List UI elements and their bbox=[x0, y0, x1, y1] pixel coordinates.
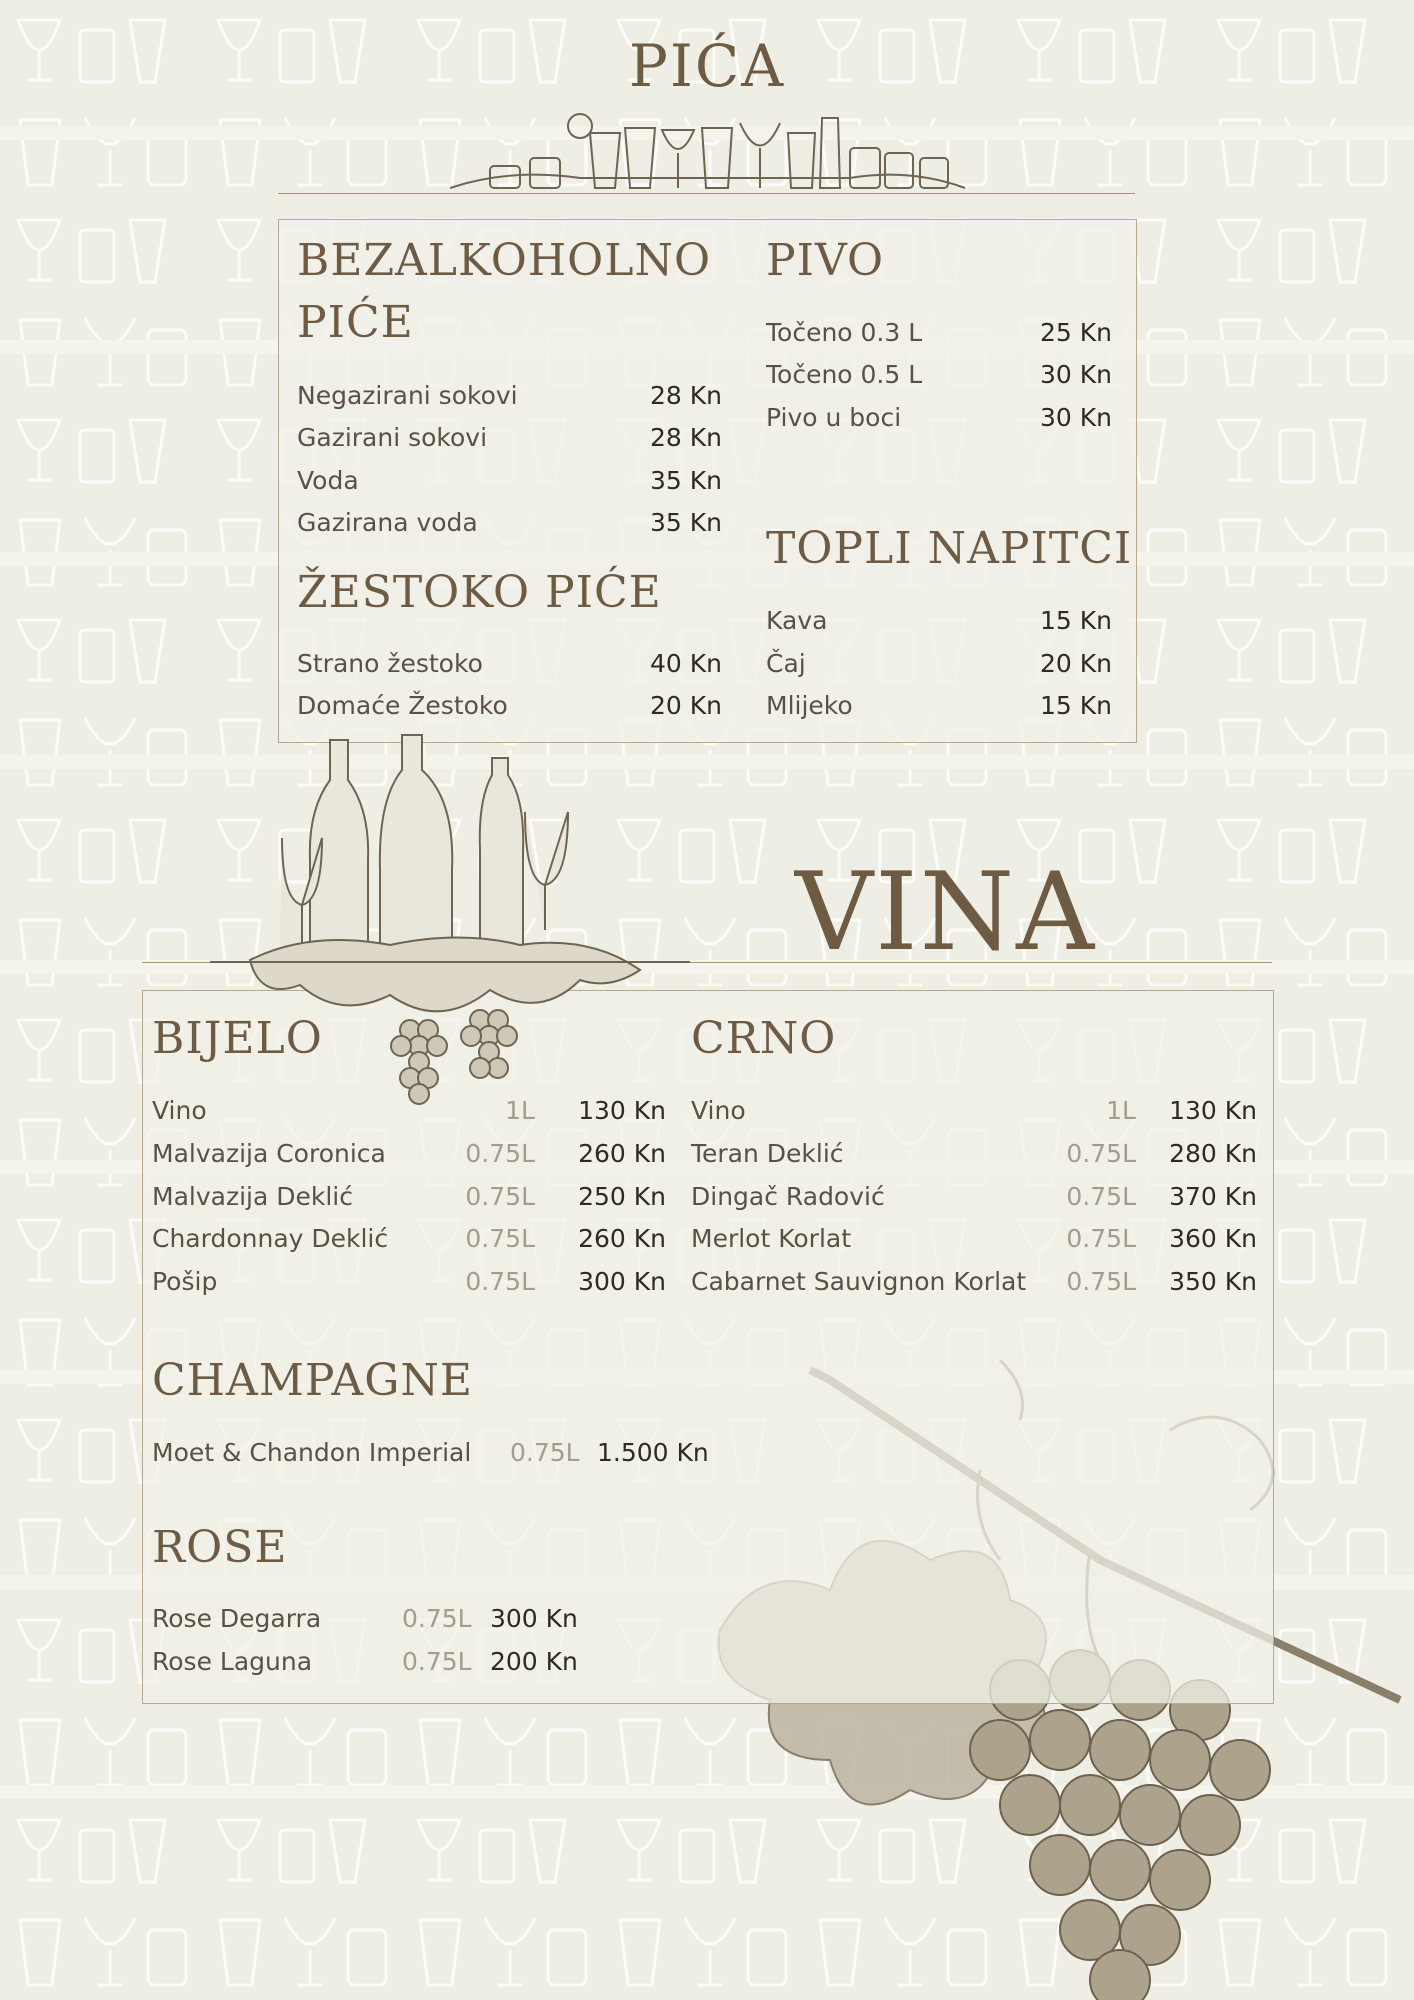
menu-item: Negazirani sokovi 28 Kn bbox=[297, 381, 722, 410]
menu-item: Dingač Radović 0.75L 370 Kn bbox=[691, 1182, 1257, 1211]
menu-item: Merlot Korlat 0.75L 360 Kn bbox=[691, 1224, 1257, 1253]
menu-item: Teran Deklić 0.75L 280 Kn bbox=[691, 1139, 1257, 1168]
menu-item: Čaj 20 Kn bbox=[766, 649, 1112, 678]
menu-item: Točeno 0.5 L 30 Kn bbox=[766, 360, 1112, 389]
champagne-heading: CHAMPAGNE bbox=[152, 1355, 473, 1406]
menu-item: Rose Degarra 0.75L 300 Kn bbox=[152, 1604, 578, 1633]
menu-item: Točeno 0.3 L 25 Kn bbox=[766, 318, 1112, 347]
menu-item: Strano žestoko 40 Kn bbox=[297, 649, 722, 678]
menu-item: Gazirani sokovi 28 Kn bbox=[297, 423, 722, 452]
menu-item: Domaće Žestoko 20 Kn bbox=[297, 691, 722, 720]
page-title: PIĆA bbox=[628, 32, 786, 100]
menu-item: Vino 1L 130 Kn bbox=[152, 1096, 666, 1125]
menu-item: Gazirana voda 35 Kn bbox=[297, 508, 722, 537]
menu-item: Kava 15 Kn bbox=[766, 606, 1112, 635]
menu-item: Cabarnet Sauvignon Korlat 0.75L 350 Kn bbox=[691, 1267, 1257, 1296]
menu-item: Chardonnay Deklić 0.75L 260 Kn bbox=[152, 1224, 666, 1253]
menu-item: Pošip 0.75L 300 Kn bbox=[152, 1267, 666, 1296]
rose-heading: ROSE bbox=[152, 1522, 288, 1573]
zestoko-heading: ŽESTOKO PIĆE bbox=[297, 567, 662, 618]
bezalkoholno-heading-line2: PIĆE bbox=[297, 297, 414, 348]
pica-divider bbox=[278, 193, 1135, 194]
menu-item: Moet & Chandon Imperial 0.75L 1.500 Kn bbox=[152, 1438, 709, 1467]
menu-item: Pivo u boci 30 Kn bbox=[766, 403, 1112, 432]
menu-item: Malvazija Coronica 0.75L 260 Kn bbox=[152, 1139, 666, 1168]
menu-item: Rose Laguna 0.75L 200 Kn bbox=[152, 1647, 578, 1676]
menu-item: Malvazija Deklić 0.75L 250 Kn bbox=[152, 1182, 666, 1211]
menu-item: Vino 1L 130 Kn bbox=[691, 1096, 1257, 1125]
crno-heading: CRNO bbox=[691, 1013, 837, 1064]
drinks-glasses-icon bbox=[450, 108, 965, 193]
pivo-heading: PIVO bbox=[766, 235, 885, 286]
menu-item: Mlijeko 15 Kn bbox=[766, 691, 1112, 720]
topli-napitci-heading: TOPLI NAPITCI bbox=[766, 523, 1133, 574]
bijelo-heading: BIJELO bbox=[152, 1013, 323, 1064]
bezalkoholno-heading: BEZALKOHOLNO bbox=[297, 235, 712, 286]
section-title-vina: VINA bbox=[795, 850, 1097, 975]
menu-item: Voda 35 Kn bbox=[297, 466, 722, 495]
